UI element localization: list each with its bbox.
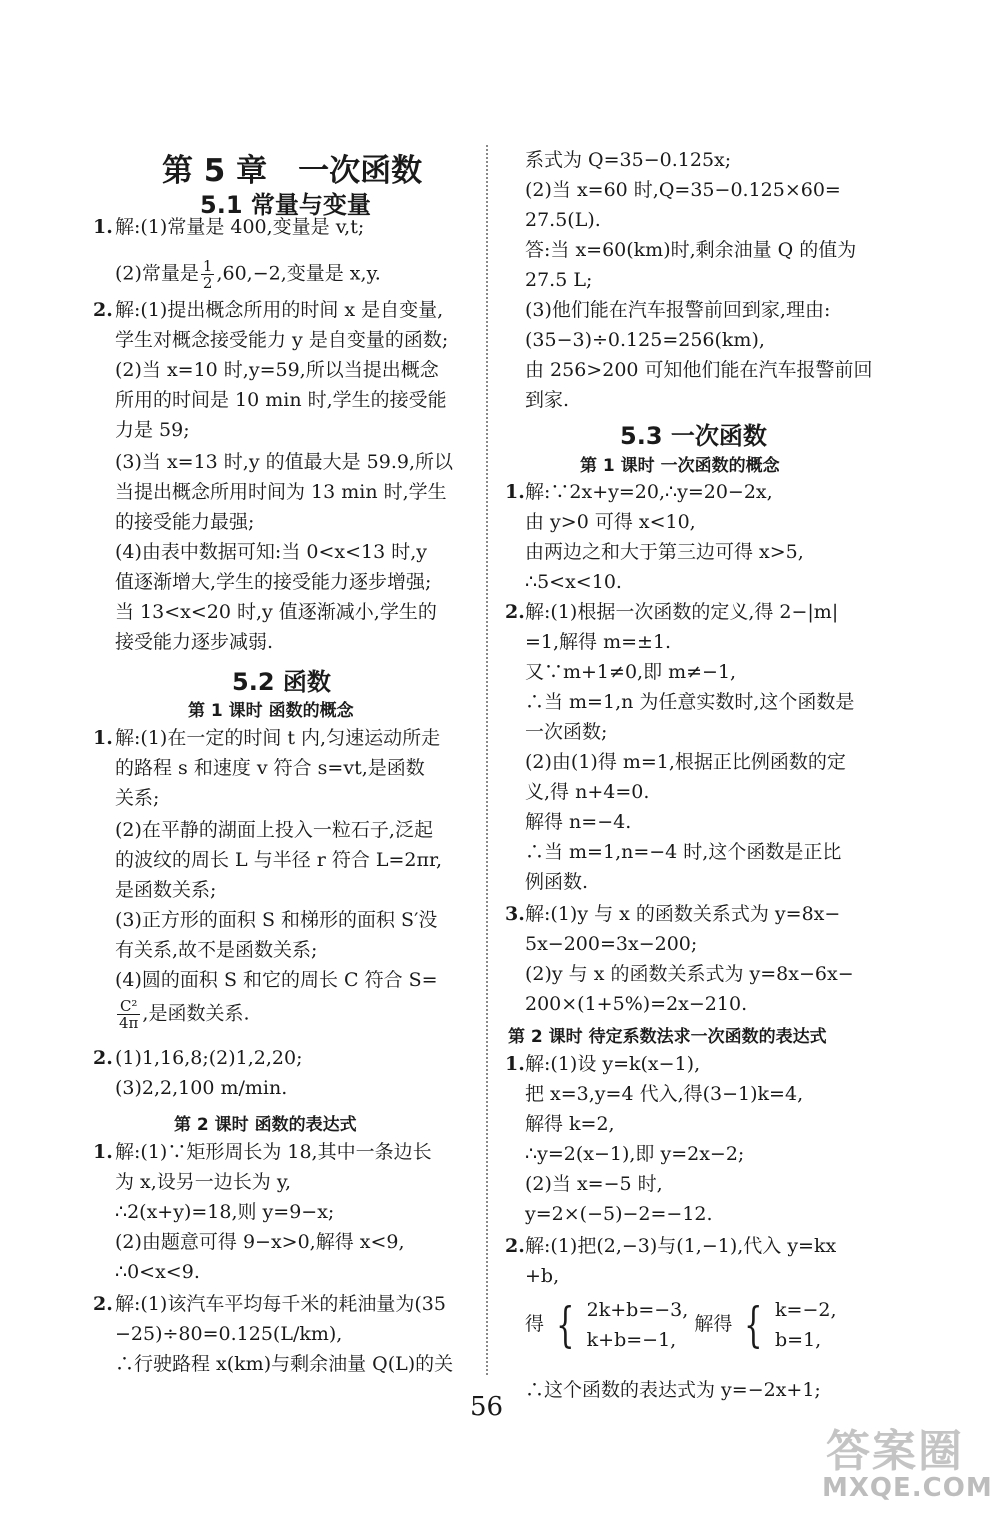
answer-line: −25)÷80=0.125(L/km), (115, 1323, 343, 1345)
answer-line: 答:当 x=60(km)时,剩余油量 Q 的值为 (525, 239, 857, 261)
section-5-2-title: 5.2 函数 (232, 668, 331, 696)
section-5-1-title: 5.1 常量与变量 (200, 191, 371, 219)
answer-line: 解:∵2x+y=20,∴y=20−2x, (525, 481, 773, 503)
answer-line: (3)当 x=13 时,y 的值最大是 59.9,所以 (115, 451, 454, 473)
answer-line: y=2×(−5)−2=−12. (525, 1203, 713, 1225)
answer-line: 当 13<x<20 时,y 值逐渐减小,学生的 (115, 601, 437, 623)
lesson-title: 第 1 课时 一次函数的概念 (580, 456, 780, 476)
answer-line: 解:(1)把(2,−3)与(1,−1),代入 y=kx (525, 1235, 837, 1257)
answer-line: 又∵m+1≠0,即 m≠−1, (525, 661, 737, 683)
page-number: 56 (470, 1392, 504, 1422)
answer-line: 一次函数; (525, 721, 608, 743)
equation-system-line (525, 1292, 837, 1356)
answer-line: 解:(1)设 y=k(x−1), (525, 1053, 701, 1075)
question-number: 2. (93, 1047, 113, 1069)
answer-text: 得 (525, 1313, 545, 1335)
answer-line: 所用的时间是 10 min 时,学生的接受能 (115, 389, 447, 411)
lesson-title: 第 1 课时 函数的概念 (188, 701, 354, 721)
answer-line: (2)当 x=10 时,y=59,所以当提出概念 (115, 359, 439, 381)
answer-line: 当提出概念所用时间为 13 min 时,学生 (115, 481, 447, 503)
answer-line: (2)由(1)得 m=1,根据正比例函数的定 (525, 751, 846, 773)
answer-text: 解得 (694, 1313, 733, 1335)
answer-line: 27.5(L). (525, 209, 601, 231)
answer-line: 5x−200=3x−200; (525, 933, 698, 955)
fraction (201, 258, 215, 291)
answer-line: 的接受能力最强; (115, 511, 255, 533)
section-5-3-title: 5.3 一次函数 (620, 422, 767, 450)
answer-line-with-fraction (115, 258, 381, 291)
answer-line: 接受能力逐步减弱. (115, 631, 274, 653)
question-number: 1. (505, 481, 525, 503)
watermark-logo: 答案圈 (826, 1426, 964, 1477)
answer-line: ∴行驶路程 x(km)与剩余油量 Q(L)的关 (115, 1353, 454, 1375)
answer-line: 由两边之和大于第三边可得 x>5, (525, 541, 804, 563)
answer-line: ∴0<x<9. (115, 1261, 200, 1283)
question-number: 2. (93, 1293, 113, 1315)
answer-line: (4)圆的面积 S 和它的周长 C 符合 S= (115, 969, 438, 991)
answer-line: 关系; (115, 787, 160, 809)
left-brace: { (556, 1297, 575, 1353)
answer-line: (2)当 x=−5 时, (525, 1173, 663, 1195)
fraction-denominator: 2 (202, 274, 213, 292)
answer-line: 的波纹的周长 L 与半径 r 符合 L=2πr, (115, 849, 443, 871)
fraction-numerator: C² (117, 998, 140, 1015)
answer-line: +b, (525, 1265, 560, 1287)
fraction-numerator: 1 (202, 257, 213, 275)
equation: b=1, (775, 1329, 822, 1351)
equation-system (587, 1295, 689, 1355)
answer-line: 的路程 s 和速度 v 符合 s=vt,是函数 (115, 757, 425, 779)
answer-line: (2)当 x=60 时,Q=35−0.125×60= (525, 179, 841, 201)
answer-line: ∴2(x+y)=18,则 y=9−x; (115, 1201, 335, 1223)
answer-text: ,60,−2,变量是 x,y. (216, 262, 381, 285)
left-brace: { (744, 1297, 763, 1353)
answer-line: (35−3)÷0.125=256(km), (525, 329, 765, 351)
solution-system (775, 1295, 836, 1355)
fraction-denominator: 4π (119, 1014, 139, 1032)
answer-line: 为 x,设另一边长为 y, (115, 1171, 292, 1193)
chapter-title: 第 5 章 一次函数 (162, 153, 423, 189)
answer-line: ∴这个函数的表达式为 y=−2x+1; (525, 1379, 821, 1401)
answer-line: 解:(1)提出概念所用的时间 x 是自变量, (115, 299, 444, 321)
answer-text: (2)常量是 (115, 262, 199, 285)
answer-line: 解:(1)∵矩形周长为 18,其中一条边长 (115, 1141, 432, 1163)
fraction (117, 998, 140, 1031)
answer-line: 解:(1)常量是 400,变量是 v,t; (115, 216, 365, 238)
answer-line: 义,得 n+4=0. (525, 781, 650, 803)
answer-line: (2)y 与 x 的函数关系式为 y=8x−6x− (525, 963, 854, 985)
answer-line: 由 y>0 可得 x<10, (525, 511, 696, 533)
answer-line: ∴5<x<10. (525, 571, 622, 593)
watermark (822, 1415, 992, 1507)
question-number: 1. (505, 1053, 525, 1075)
answer-line: 解:(1)该汽车平均每千米的耗油量为(35 (115, 1293, 446, 1315)
answer-line: ∴当 m=1,n=−4 时,这个函数是正比 (525, 841, 842, 863)
lesson-title: 第 2 课时 待定系数法求一次函数的表达式 (508, 1027, 827, 1047)
answer-line: 解得 n=−4. (525, 811, 632, 833)
answer-line: (1)1,16,8;(2)1,2,20; (115, 1047, 303, 1069)
answer-line: 有关系,故不是函数关系; (115, 939, 318, 961)
equation: k+b=−1, (586, 1329, 677, 1351)
answer-line: 例函数. (525, 871, 589, 893)
answer-line: (3)他们能在汽车报警前回到家,理由: (525, 299, 831, 321)
answer-line: (3)2,2,100 m/min. (115, 1077, 288, 1099)
answer-line: 把 x=3,y=4 代入,得(3−1)k=4, (525, 1083, 804, 1105)
answer-line: 解:(1)根据一次函数的定义,得 2−|m| (525, 601, 839, 623)
equation: k=−2, (775, 1299, 837, 1321)
watermark-url: MXQE.COM (822, 1473, 993, 1503)
answer-line: (4)由表中数据可知:当 0<x<13 时,y (115, 541, 427, 563)
question-number: 1. (93, 727, 113, 749)
answer-line: 值逐渐增大,学生的接受能力逐步增强; (115, 571, 432, 593)
answer-line: (2)由题意可得 9−x>0,解得 x<9, (115, 1231, 405, 1253)
answer-line: (2)在平静的湖面上投入一粒石子,泛起 (115, 819, 433, 841)
question-number: 1. (93, 1141, 113, 1163)
answer-line: 解得 k=2, (525, 1113, 615, 1135)
question-number: 1. (93, 216, 113, 238)
answer-line: ∴当 m=1,n 为任意实数时,这个函数是 (525, 691, 855, 713)
answer-line: 系式为 Q=35−0.125x; (525, 149, 732, 171)
answer-line: 学生对概念接受能力 y 是自变量的函数; (115, 329, 449, 351)
question-number: 2. (505, 601, 525, 623)
answer-line: 是函数关系; (115, 879, 217, 901)
answer-line: ∴y=2(x−1),即 y=2x−2; (525, 1143, 745, 1165)
lesson-title: 第 2 课时 函数的表达式 (174, 1115, 357, 1135)
answer-line: 由 256>200 可知他们能在汽车报警前回 (525, 359, 873, 381)
answer-line: 力是 59; (115, 419, 190, 441)
answer-line-with-fraction (115, 998, 250, 1031)
column-divider (486, 145, 488, 1375)
answer-line: =1,解得 m=±1. (525, 631, 672, 653)
answer-line: 27.5 L; (525, 269, 593, 291)
answer-line: 解:(1)在一定的时间 t 内,匀速运动所走 (115, 727, 441, 749)
question-number: 2. (93, 299, 113, 321)
answer-line: 200×(1+5%)=2x−210. (525, 993, 748, 1015)
answer-line: 到家. (525, 389, 570, 411)
answer-line: (3)正方形的面积 S 和梯形的面积 S′没 (115, 909, 438, 931)
question-number: 2. (505, 1235, 525, 1257)
question-number: 3. (505, 903, 525, 925)
answer-text: ,是函数关系. (142, 1002, 250, 1025)
answer-line: 解:(1)y 与 x 的函数关系式为 y=8x− (525, 903, 841, 925)
equation: 2k+b=−3, (586, 1299, 689, 1321)
